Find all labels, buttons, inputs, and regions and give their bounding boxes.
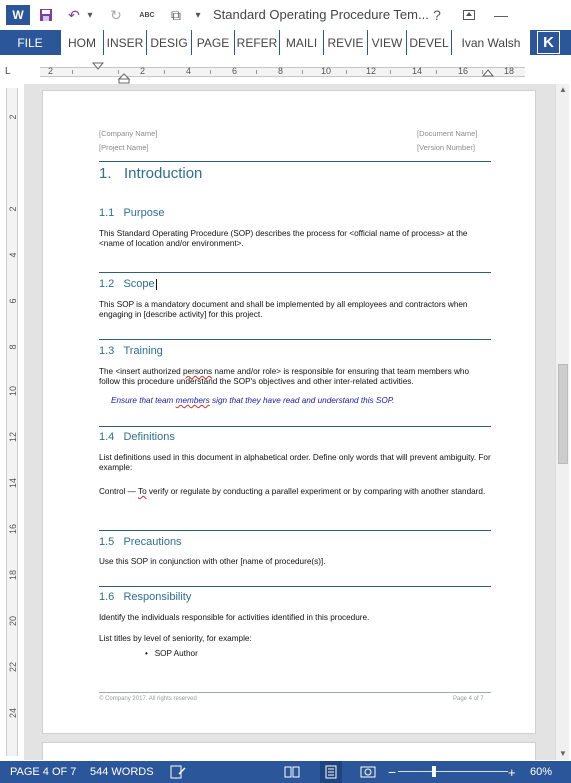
scroll-down-icon[interactable]: ▼ bbox=[559, 749, 567, 758]
document-canvas[interactable] bbox=[24, 84, 555, 760]
ruler-number: 24 bbox=[8, 708, 18, 719]
ruler-number: 12 bbox=[366, 66, 377, 76]
text-run: Control — bbox=[99, 487, 138, 496]
avatar[interactable]: K bbox=[537, 31, 560, 54]
header-version-number[interactable]: [Version Number] bbox=[417, 143, 475, 152]
ruler-number: 16 bbox=[8, 524, 18, 535]
first-line-indent-marker[interactable] bbox=[92, 62, 104, 70]
section-title: Precautions bbox=[123, 536, 182, 548]
header-document-name[interactable]: [Document Name] bbox=[417, 129, 478, 138]
divider bbox=[99, 339, 491, 340]
divider bbox=[99, 426, 491, 427]
ruler-number: 8 bbox=[8, 344, 18, 350]
definitions-text[interactable]: List definitions used in this document in alphabetical order. Define only words that will prevent ambiguity. For example: bbox=[99, 453, 491, 472]
footer-divider bbox=[99, 692, 491, 693]
divider bbox=[99, 161, 491, 162]
section-number: 1.1 bbox=[99, 207, 115, 219]
hanging-indent-marker[interactable] bbox=[118, 73, 130, 84]
divider bbox=[99, 272, 491, 273]
status-bar bbox=[0, 761, 571, 783]
text-run: name and/or role> is responsible for ensuring that team members who follow this procedure understand the SOP's objectives and other inter-related activities. bbox=[99, 367, 470, 386]
ruler-number: 2 bbox=[8, 206, 18, 212]
zoom-slider[interactable] bbox=[398, 771, 508, 772]
next-page[interactable] bbox=[42, 742, 536, 760]
ruler-number: 10 bbox=[321, 66, 332, 76]
bullet-icon: • bbox=[145, 649, 155, 658]
ribbon-display-options-button[interactable] bbox=[456, 4, 482, 26]
proofing-icon[interactable] bbox=[170, 761, 186, 783]
heading-precautions[interactable] bbox=[99, 536, 182, 548]
tab-page-layout[interactable]: PAGE bbox=[192, 30, 234, 55]
ruler-number: 22 bbox=[8, 662, 18, 673]
section-number: 1.5 bbox=[99, 536, 115, 548]
scope-text[interactable]: This SOP is a mandatory document and shall be implemented by all employees and contractors when engaging in [describe activity] for this project. bbox=[99, 300, 468, 319]
tab-review[interactable]: REVIE bbox=[324, 30, 367, 55]
tab-home[interactable]: HOM bbox=[61, 30, 103, 55]
bullet-item[interactable] bbox=[145, 649, 198, 659]
heading-scope[interactable] bbox=[99, 278, 157, 290]
spelling-icon[interactable]: ABC bbox=[139, 11, 155, 19]
title-bar bbox=[0, 0, 571, 30]
zoom-level[interactable]: 60% bbox=[530, 766, 553, 778]
ruler-number: 12 bbox=[8, 432, 18, 443]
responsibility-list-intro[interactable]: List titles by level of seniority, for example: bbox=[99, 634, 252, 643]
ruler-area bbox=[0, 56, 571, 84]
section-title: Purpose bbox=[123, 207, 165, 219]
ribbon-tab-bar bbox=[0, 30, 571, 55]
document-title: Standard Operating Procedure Tem... bbox=[213, 7, 429, 22]
section-number: 1.2 bbox=[99, 278, 115, 290]
section-title: Definitions bbox=[123, 431, 175, 443]
precautions-text[interactable]: Use this SOP in conjunction with other [name of procedure(s)]. bbox=[99, 557, 326, 566]
ruler-number: 14 bbox=[412, 66, 423, 76]
ruler-number: 14 bbox=[8, 478, 18, 489]
customize-toolbar-icon[interactable]: ▾ bbox=[195, 9, 201, 21]
ruler-number: 2 bbox=[48, 66, 54, 76]
section-title: Training bbox=[123, 345, 163, 357]
undo-dropdown-icon[interactable]: ▾ bbox=[87, 9, 93, 21]
ruler-number: 8 bbox=[278, 66, 284, 76]
ruler-number: 10 bbox=[8, 386, 18, 397]
spelling-error[interactable]: persons bbox=[182, 367, 213, 376]
print-layout-icon[interactable] bbox=[320, 761, 342, 783]
tab-insert[interactable]: INSER bbox=[104, 30, 146, 55]
purpose-text[interactable]: This Standard Operating Procedure (SOP) describes the process for <official name of process> at the <name of location and/or environment>. bbox=[99, 229, 468, 248]
tab-view[interactable]: VIEW bbox=[368, 30, 406, 55]
section-number: 1.6 bbox=[99, 591, 115, 603]
ruler-number: 4 bbox=[8, 252, 18, 258]
header-company-name[interactable]: [Company Name] bbox=[99, 129, 158, 138]
spelling-error[interactable]: To bbox=[137, 487, 147, 496]
text-run: verify or regulate by conducting a parallel experiment or by comparing with another standard. bbox=[146, 487, 486, 496]
spelling-error[interactable]: members bbox=[175, 396, 210, 405]
responsibility-text[interactable]: Identify the individuals responsible for activities identified in this procedure. bbox=[99, 613, 370, 622]
word-logo-icon[interactable]: W bbox=[6, 5, 30, 25]
page-count[interactable]: PAGE 4 OF 7 bbox=[10, 766, 77, 778]
minimize-button[interactable]: — bbox=[494, 7, 508, 23]
definition-example[interactable] bbox=[99, 487, 491, 497]
training-text[interactable] bbox=[99, 367, 491, 387]
tab-selector[interactable]: L bbox=[5, 66, 11, 77]
text-run: Ensure that team bbox=[111, 396, 176, 405]
text-run: The <insert authorized bbox=[99, 367, 183, 376]
heading-definitions[interactable] bbox=[99, 431, 175, 443]
divider bbox=[99, 530, 491, 531]
ruler-number: 20 bbox=[8, 616, 18, 627]
word-count[interactable]: 544 WORDS bbox=[90, 766, 154, 778]
ruler-number: 16 bbox=[458, 66, 469, 76]
ruler-number: 2 bbox=[140, 66, 146, 76]
heading-purpose[interactable] bbox=[99, 207, 164, 219]
document-page[interactable] bbox=[42, 90, 536, 734]
section-title: Scope bbox=[123, 278, 155, 290]
ruler-number: 4 bbox=[186, 66, 192, 76]
ruler-number: 6 bbox=[232, 66, 238, 76]
tab-developer[interactable]: DEVEL bbox=[407, 30, 451, 55]
read-mode-icon[interactable] bbox=[284, 761, 300, 783]
tab-references[interactable]: REFER bbox=[235, 30, 279, 55]
tab-file[interactable]: FILE bbox=[0, 30, 60, 55]
text-cursor bbox=[156, 279, 157, 290]
ruler-number: 6 bbox=[8, 298, 18, 304]
bullet-text: SOP Author bbox=[154, 649, 198, 658]
footer-page-number[interactable]: Page 4 of 7 bbox=[453, 696, 484, 702]
undo-icon[interactable]: ↶ bbox=[68, 6, 80, 23]
zoom-in-button[interactable]: + bbox=[508, 764, 516, 780]
save-icon[interactable] bbox=[36, 5, 56, 25]
horizontal-ruler[interactable] bbox=[40, 67, 525, 77]
web-layout-icon[interactable] bbox=[360, 761, 376, 783]
vertical-ruler[interactable] bbox=[6, 88, 18, 756]
header-project-name[interactable]: [Project Name] bbox=[99, 143, 149, 152]
heading-training[interactable] bbox=[99, 345, 163, 357]
redo-icon[interactable]: ↻ bbox=[110, 6, 122, 23]
training-note[interactable] bbox=[111, 396, 394, 405]
tab-design[interactable]: DESIG bbox=[147, 30, 191, 55]
divider bbox=[99, 586, 491, 587]
heading-responsibility[interactable] bbox=[99, 591, 191, 603]
section-number: 1.4 bbox=[99, 431, 115, 443]
zoom-slider-thumb[interactable] bbox=[432, 766, 436, 777]
section-title: Responsibility bbox=[123, 591, 192, 603]
heading-introduction[interactable]: 1. Introduction bbox=[99, 165, 203, 182]
help-button[interactable]: ? bbox=[433, 7, 441, 23]
vertical-scrollbar[interactable] bbox=[555, 84, 569, 760]
section-number: 1.3 bbox=[99, 345, 115, 357]
ruler-number: 18 bbox=[8, 570, 18, 581]
zoom-out-button[interactable]: − bbox=[388, 764, 397, 780]
text-run: sign that they have read and understand this SOP. bbox=[209, 396, 395, 405]
ruler-number: 2 bbox=[8, 114, 18, 120]
scrollbar-thumb[interactable] bbox=[558, 364, 568, 464]
user-name[interactable]: Ivan Walsh bbox=[452, 30, 530, 55]
ruler-number: 18 bbox=[504, 66, 515, 76]
tab-mailings[interactable]: MAILI bbox=[280, 30, 323, 55]
footer-copyright[interactable]: © Company 2017. All rights reserved bbox=[99, 696, 197, 702]
scroll-up-icon[interactable]: ▲ bbox=[559, 85, 567, 94]
right-indent-marker[interactable] bbox=[482, 69, 494, 77]
page-layout-icon[interactable]: ⧉ bbox=[171, 6, 181, 23]
